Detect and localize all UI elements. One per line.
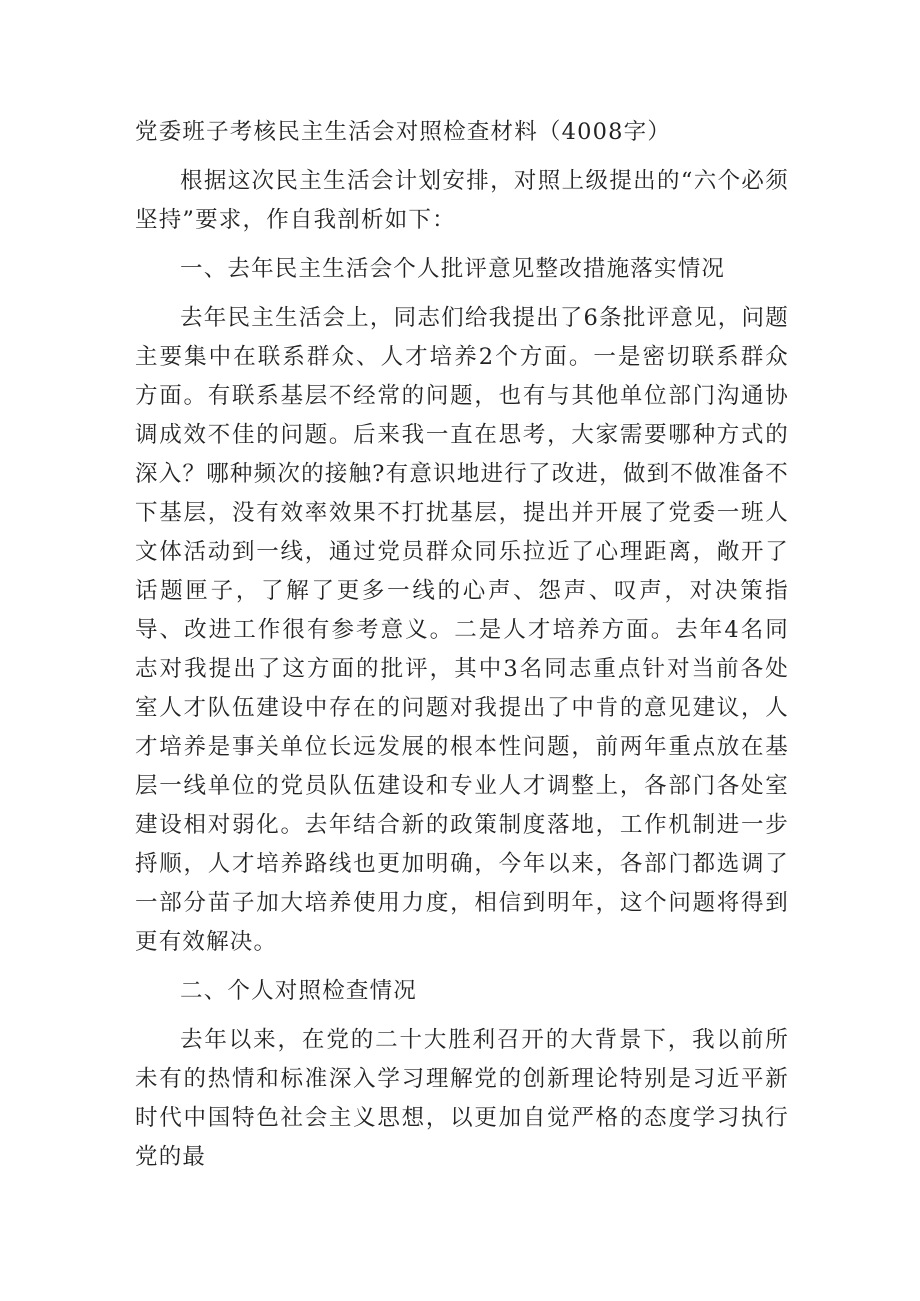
- section-2-heading: 二、个人对照检查情况: [180, 978, 418, 1004]
- section-1-heading: 一、去年民主生活会个人批评意见整改措施落实情况: [180, 256, 726, 282]
- intro-paragraph: 根据这次民主生活会计划安排，对照上级提出的“六个必须坚持”要求，作自我剖析如下：: [135, 168, 789, 233]
- section-1-paragraph: 去年民主生活会上，同志们给我提出了6条批评意见，问题主要集中在联系群众、人才培养2个方面。一是密切联系群众方面。有联系基层不经常的问题，也有与其他单位部门沟通协调成效不佳的问题。后来我一直在思考，大家需要哪种方式的深入？哪种频次的接触?有意识地进行了改进，做到不做准备不下基层，没有效率效果不打扰基层，提出并开展了党委一班人文体活动到一线，通过党员群众同乐拉近了心理距离，敞开了话题匣子，了解了更多一线的心声、怨声、叹声，对决策指导、改进工作很有参考意义。二是人才培养方面。去年4名同志对我提出了这方面的批评，其中3名同志重点针对当前各处室人才队伍建设中存在的问题对我提出了中肯的意见建议，人才培养是事关单位长远发展的根本性问题，前两年重点放在基层一线单位的党员队伍建设和专业人才调整上，各部门各处室建设相对弱化。去年结合新的政策制度落地，工作机制进一步捋顺，人才培养路线也更加明确，今年以来，各部门都选调了一部分苗子加大培养使用力度，相信到明年，这个问题将得到更有效解决。: [135, 305, 789, 955]
- document-body: [135, 113, 789, 1177]
- section-2-paragraph: 去年以来，在党的二十大胜利召开的大背景下，我以前所未有的热情和标准深入学习理解党的创新理论特别是习近平新时代中国特色社会主义思想，以更加自觉严格的态度学习执行党的最: [135, 1027, 789, 1170]
- document-title: 党委班子考核民主生活会对照检查材料（4008字）: [135, 119, 672, 145]
